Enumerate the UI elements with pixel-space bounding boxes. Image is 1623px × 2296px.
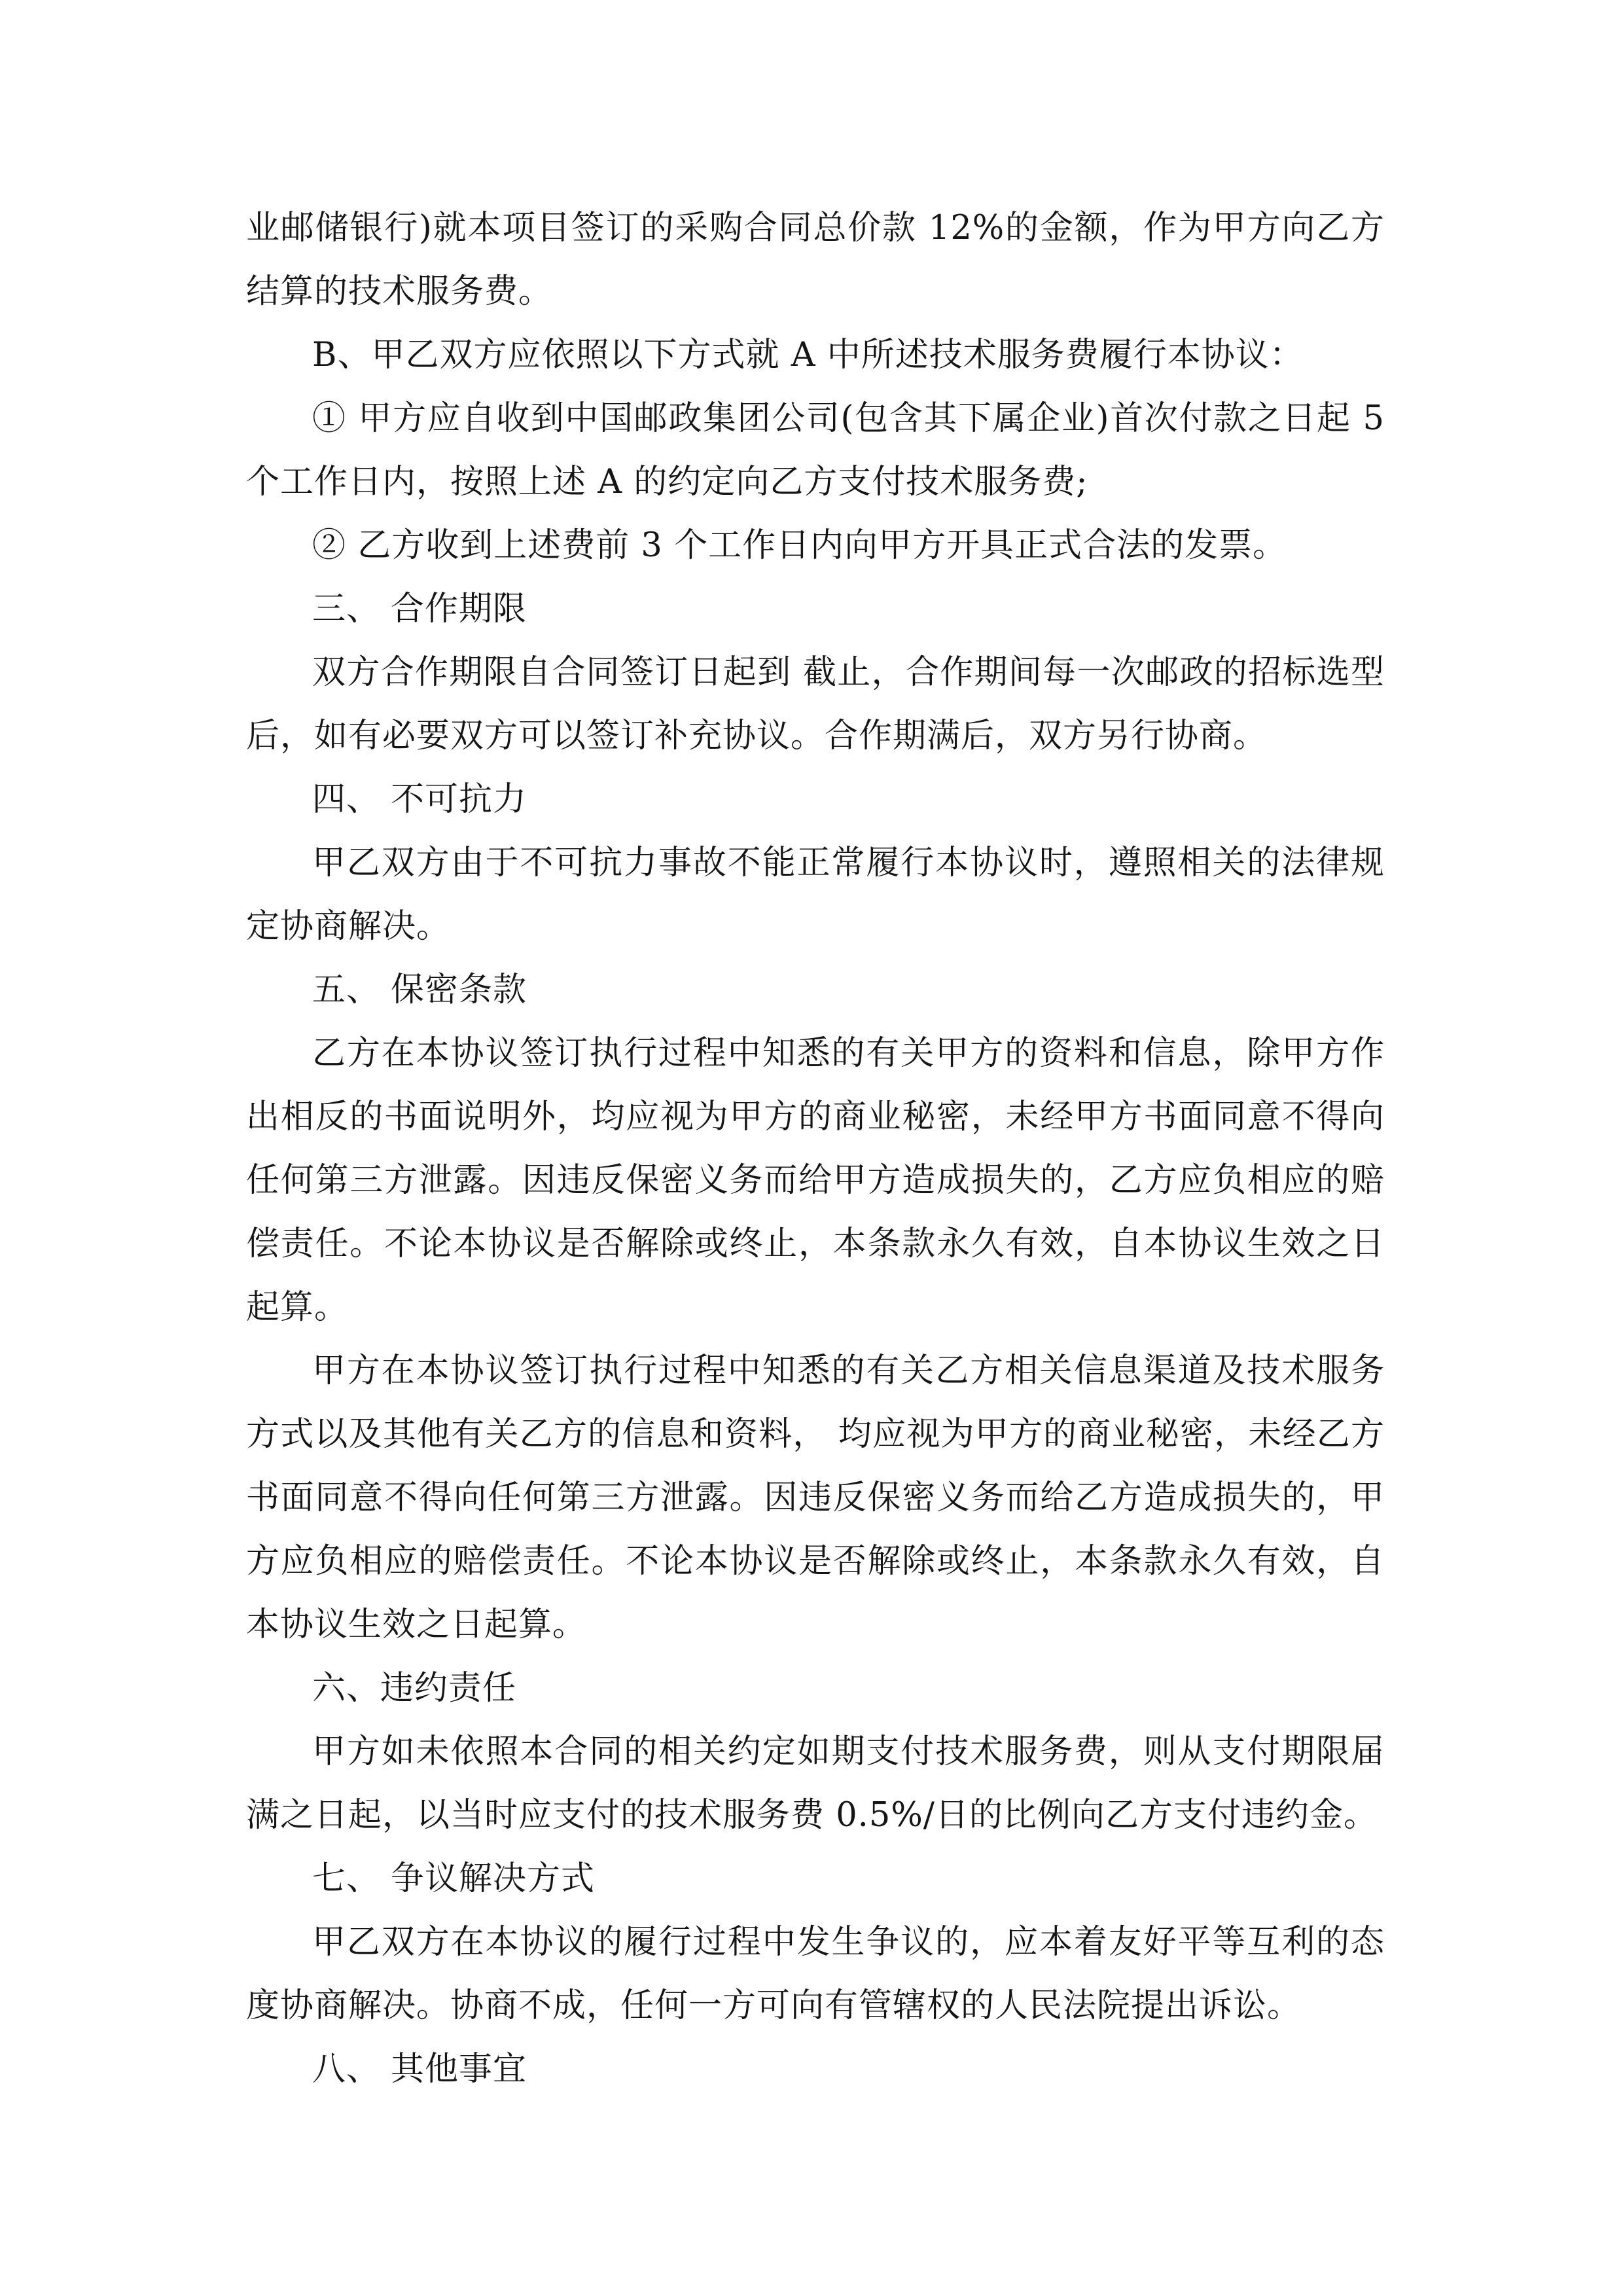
section-heading-force-majeure [246, 768, 1385, 831]
paragraph-confidentiality-party-a: 甲方在本协议签订执行过程中知悉的有关乙方相关信息渠道及技术服务方式以及其他有关乙方的信息和资料， 均应视为甲方的商业秘密，未经乙方书面同意不得向任何第三方泄露。因违反保密义务而给乙方造成损失的，甲方应负相应的赔偿责任。不论本协议是否解除或终止，本条款永久有效，自本协议生效之日起算。 [246, 1352, 1385, 1644]
paragraph-dispute-resolution: 甲乙双方在本协议的履行过程中发生争议的，应本着友好平等互利的态度协商解决。协商不成，任何一方可向有管辖权的人民法院提出诉讼。 [246, 1923, 1385, 2025]
paragraph-payment-item-1: ① 甲方应自收到中国邮政集团公司(包含其下属企业)首次付款之日起 5 个工作日内，按照上述 A 的约定向乙方支付技术服务费; [246, 399, 1385, 501]
section-number: 六、 [312, 1669, 381, 1708]
section-heading-breach-liability [246, 1657, 1385, 1720]
section-number: 七、 [312, 1859, 381, 1898]
section-number: 五、 [312, 971, 381, 1009]
paragraph-payment-method: B、甲乙双方应依照以下方式就 A 中所述技术服务费履行本协议： [312, 336, 1304, 374]
section-title: 合作期限 [391, 590, 527, 628]
section-heading-confidentiality [246, 958, 1385, 1022]
section-number: 四、 [312, 780, 381, 819]
section-heading-dispute-resolution [246, 1847, 1385, 1910]
paragraph-cooperation-term: 双方合作期限自合同签订日起到 截止，合作期间每一次邮政的招标选型后，如有必要双方可以签订补充协议。合作期满后，双方另行协商。 [246, 653, 1385, 755]
section-number: 三、 [312, 590, 381, 628]
section-heading-cooperation-term [246, 577, 1385, 641]
section-heading-other-matters [246, 2037, 1385, 2101]
section-title: 不可抗力 [391, 780, 527, 819]
section-title: 争议解决方式 [391, 1859, 596, 1898]
section-title: 保密条款 [391, 971, 527, 1009]
section-title: 违约责任 [380, 1669, 517, 1708]
document-body [246, 196, 1385, 2101]
section-number: 八、 [312, 2050, 381, 2089]
paragraph-breach-liability: 甲方如未依照本合同的相关约定如期支付技术服务费，则从支付期限届满之日起，以当时应支付的技术服务费 0.5%/日的比例向乙方支付违约金。 [246, 1732, 1385, 1835]
paragraph-confidentiality-party-b: 乙方在本协议签订执行过程中知悉的有关甲方的资料和信息，除甲方作出相反的书面说明外，均应视为甲方的商业秘密，未经甲方书面同意不得向任何第三方泄露。因违反保密义务而给甲方造成损失的，乙方应负相应的赔偿责任。不论本协议是否解除或终止，本条款永久有效，自本协议生效之日起算。 [246, 1034, 1385, 1327]
paragraph-force-majeure: 甲乙双方由于不可抗力事故不能正常履行本协议时，遵照相关的法律规定协商解决。 [246, 844, 1385, 946]
section-title: 其他事宜 [391, 2050, 527, 2089]
paragraph-fee-clause: 业邮储银行)就本项目签订的采购合同总价款 12%的金额，作为甲方向乙方结算的技术服务费。 [246, 209, 1385, 311]
paragraph-payment-item-2: ② 乙方收到上述费前 3 个工作日内向甲方开具正式合法的发票。 [312, 526, 1287, 565]
